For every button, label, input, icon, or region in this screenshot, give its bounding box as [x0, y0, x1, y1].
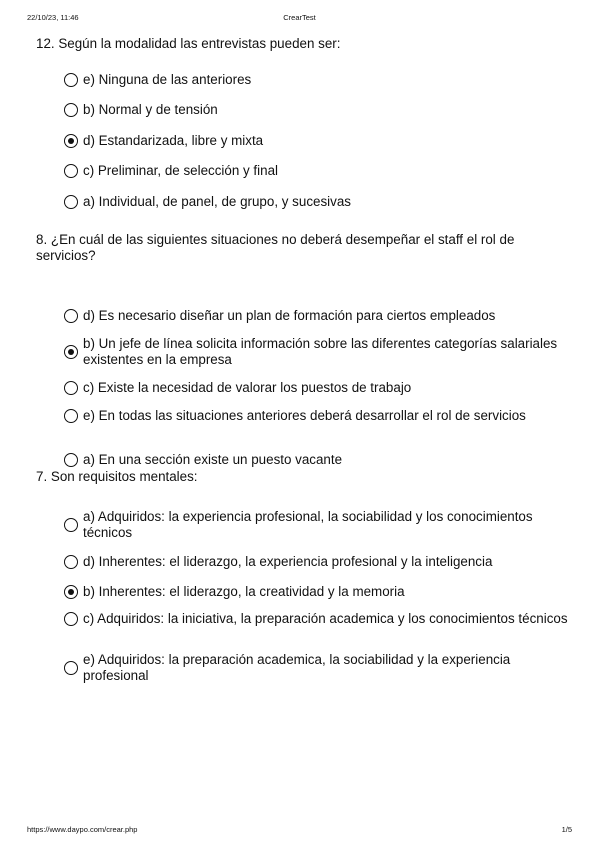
option-label: b) Un jefe de línea solicita información sobre las diferentes categorías salariales existentes en la empresa: [83, 336, 558, 367]
option-label: d) Es necesario diseñar un plan de formación para ciertos empleados: [83, 308, 496, 323]
radio-dot: [68, 349, 74, 355]
option-item[interactable]: [64, 194, 574, 210]
option-item[interactable]: [64, 584, 574, 600]
radio-dot: [68, 138, 74, 144]
question-8: [36, 232, 571, 467]
option-item[interactable]: [64, 72, 574, 88]
option-label: b) Normal y de tensión: [83, 102, 218, 117]
radio-button[interactable]: [64, 345, 78, 359]
option-item[interactable]: [64, 102, 574, 118]
radio-button[interactable]: [64, 134, 78, 148]
question-text: 7. Son requisitos mentales:: [36, 469, 198, 484]
option-item[interactable]: [64, 452, 574, 468]
option-label: e) En todas las situaciones anteriores deberá desarrollar el rol de servicios: [83, 408, 526, 423]
question-text: 8. ¿En cuál de las siguientes situaciones no deberá desempeñar el staff el rol de servicios?: [36, 232, 515, 263]
radio-button[interactable]: [64, 612, 78, 626]
option-label: a) Individual, de panel, de grupo, y sucesivas: [83, 194, 351, 209]
radio-button[interactable]: [64, 585, 78, 599]
question-7: [36, 469, 571, 683]
option-label: a) Adquiridos: la experiencia profesional, la sociabilidad y los conocimientos técnicos: [83, 509, 533, 540]
option-label: e) Ninguna de las anteriores: [83, 72, 252, 87]
option-item[interactable]: [64, 408, 574, 424]
option-label: d) Estandarizada, libre y mixta: [83, 133, 264, 148]
radio-button[interactable]: [64, 381, 78, 395]
radio-button[interactable]: [64, 453, 78, 467]
option-item[interactable]: [64, 509, 574, 541]
radio-button[interactable]: [64, 164, 78, 178]
option-item[interactable]: [64, 336, 574, 368]
option-item[interactable]: [64, 652, 574, 684]
radio-dot: [68, 589, 74, 595]
page-url: https://www.daypo.com/crear.php: [27, 825, 138, 834]
question-text: 12. Según la modalidad las entrevistas pueden ser:: [36, 36, 341, 51]
option-label: a) En una sección existe un puesto vacante: [83, 452, 343, 467]
option-item[interactable]: [64, 133, 574, 149]
radio-button[interactable]: [64, 195, 78, 209]
radio-button[interactable]: [64, 409, 78, 423]
page-title: CrearTest: [283, 13, 316, 22]
option-item[interactable]: [64, 611, 574, 627]
option-item[interactable]: [64, 380, 574, 396]
option-label: b) Inherentes: el liderazgo, la creatividad y la memoria: [83, 584, 405, 599]
page-number: 1/5: [561, 825, 572, 834]
radio-button[interactable]: [64, 661, 78, 675]
radio-button[interactable]: [64, 555, 78, 569]
option-label: c) Adquiridos: la iniciativa, la preparación academica y los conocimientos técnicos: [83, 611, 568, 626]
option-item[interactable]: [64, 163, 574, 179]
option-label: e) Adquiridos: la preparación academica, la sociabilidad y la experiencia profesional: [83, 652, 511, 683]
question-12: [36, 36, 571, 209]
option-item[interactable]: [64, 554, 574, 570]
option-label: c) Preliminar, de selección y final: [83, 163, 278, 178]
option-item[interactable]: [64, 308, 574, 324]
radio-button[interactable]: [64, 309, 78, 323]
radio-button[interactable]: [64, 73, 78, 87]
print-datetime: 22/10/23, 11:46: [27, 13, 79, 22]
radio-button[interactable]: [64, 518, 78, 532]
option-label: c) Existe la necesidad de valorar los puestos de trabajo: [83, 380, 412, 395]
option-label: d) Inherentes: el liderazgo, la experiencia profesional y la inteligencia: [83, 554, 493, 569]
radio-button[interactable]: [64, 103, 78, 117]
